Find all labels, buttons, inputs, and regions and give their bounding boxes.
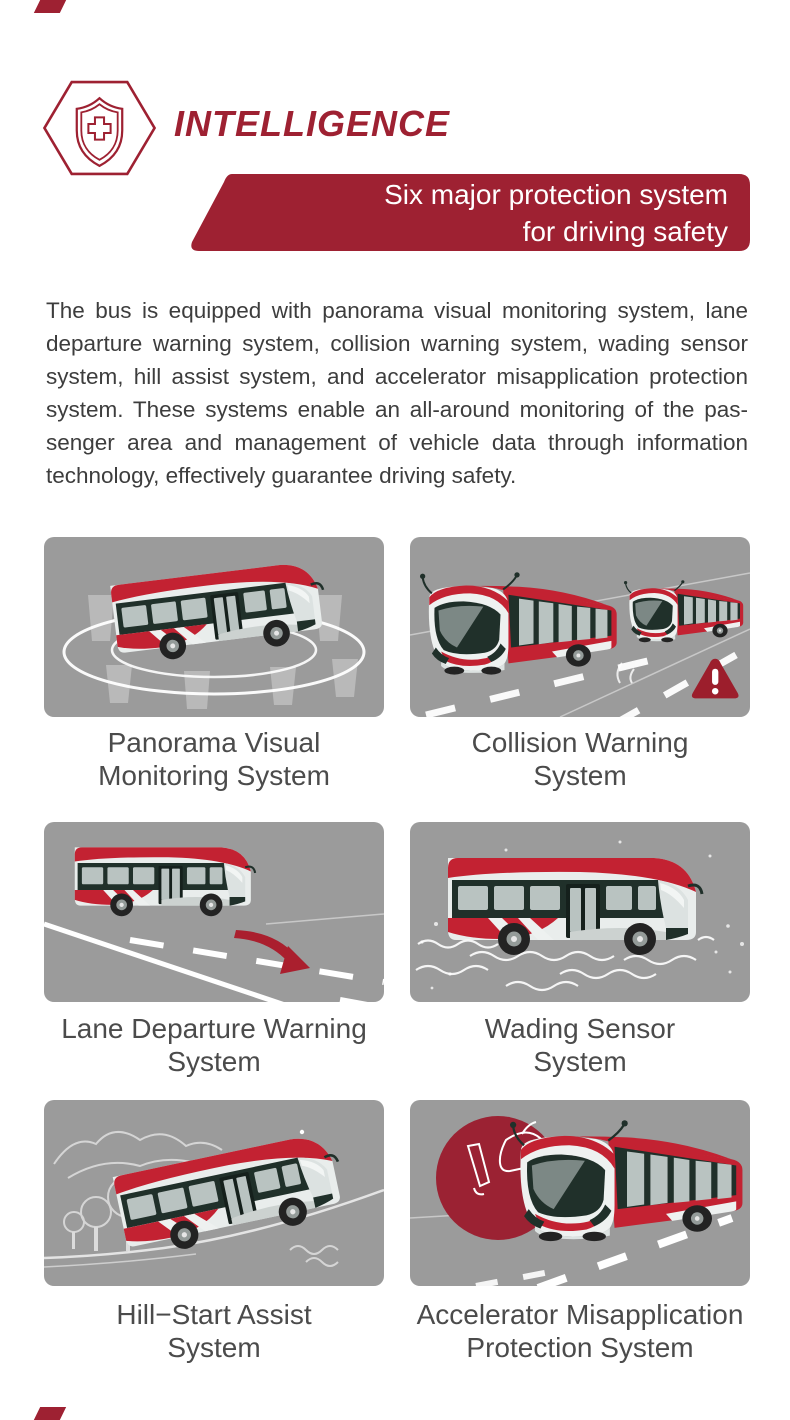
intro-line: system. These systems enable an all-around monitoring of the pas- (46, 397, 748, 422)
caption-wading (390, 1012, 770, 1078)
warning-triangle-icon (692, 659, 739, 699)
caption-line: Wading Sensor (484, 1013, 676, 1044)
hill-start-illustration (44, 1100, 384, 1286)
intro-line: system, hill assist system, and accelerator misapplication protection (46, 364, 748, 389)
intro-line: departure warning system, collision warning system, wading sensor (46, 331, 748, 356)
caption-line: Accelerator Misapplication (416, 1299, 744, 1330)
feature-tile-accelerator (410, 1100, 750, 1286)
caption-panorama (24, 726, 404, 792)
top-corner-mark (34, 0, 66, 13)
caption-line: System (167, 1332, 261, 1363)
bus-illustration (510, 1120, 742, 1241)
feature-tile-hill-start (44, 1100, 384, 1286)
bus-illustration-front (420, 572, 617, 674)
banner-line-2: for driving safety (522, 216, 728, 247)
feature-tile-panorama (44, 537, 384, 717)
tree-trunks (72, 1217, 130, 1251)
bus-illustration-rear (624, 580, 743, 642)
caption-line: Panorama Visual (107, 727, 321, 758)
feature-tile-collision (410, 537, 750, 717)
caption-line: Protection System (466, 1332, 694, 1363)
intro-line: technology, effectively guarantee driving safety. (46, 463, 517, 488)
lane-dashes (130, 940, 384, 982)
caption-accelerator (390, 1298, 770, 1364)
bus-illustration (448, 858, 702, 955)
bus-illustration (113, 1131, 349, 1261)
intro-paragraph (46, 294, 748, 492)
caption-line: Lane Departure Warning (61, 1013, 367, 1044)
caption-line: Hill−Start Assist (116, 1299, 312, 1330)
caption-line: Monitoring System (98, 760, 330, 791)
feature-tile-lane-departure (44, 822, 384, 1002)
accelerator-illustration (410, 1100, 750, 1286)
caption-hill-start (24, 1298, 404, 1364)
lane-arrow-icon (234, 930, 310, 974)
caption-line: System (167, 1046, 261, 1077)
bottom-corner-mark (34, 1407, 66, 1420)
feature-tile-wading (410, 822, 750, 1002)
intro-line: senger area and management of vehicle data through information (46, 430, 748, 455)
caption-line: System (533, 760, 627, 791)
banner-line-1: Six major protection system (384, 179, 728, 210)
caption-lane-departure (24, 1012, 404, 1078)
collision-illustration (410, 537, 750, 717)
caption-line: Collision Warning (471, 727, 689, 758)
star-dot (300, 1130, 304, 1134)
page-title: INTELLIGENCE (174, 103, 451, 144)
bus-illustration (110, 560, 329, 666)
wading-illustration (410, 822, 750, 1002)
intro-line: The bus is equipped with panorama visual monitoring system, lane (46, 298, 748, 323)
section-banner (190, 174, 750, 251)
caption-line: System (533, 1046, 627, 1077)
lane-departure-illustration (44, 822, 384, 1002)
banner-text (384, 176, 728, 250)
shield-hexagon-icon (42, 78, 157, 178)
bus-illustration (75, 847, 255, 916)
panorama-illustration (44, 537, 384, 717)
water-waves (416, 937, 714, 990)
caption-collision (390, 726, 770, 792)
